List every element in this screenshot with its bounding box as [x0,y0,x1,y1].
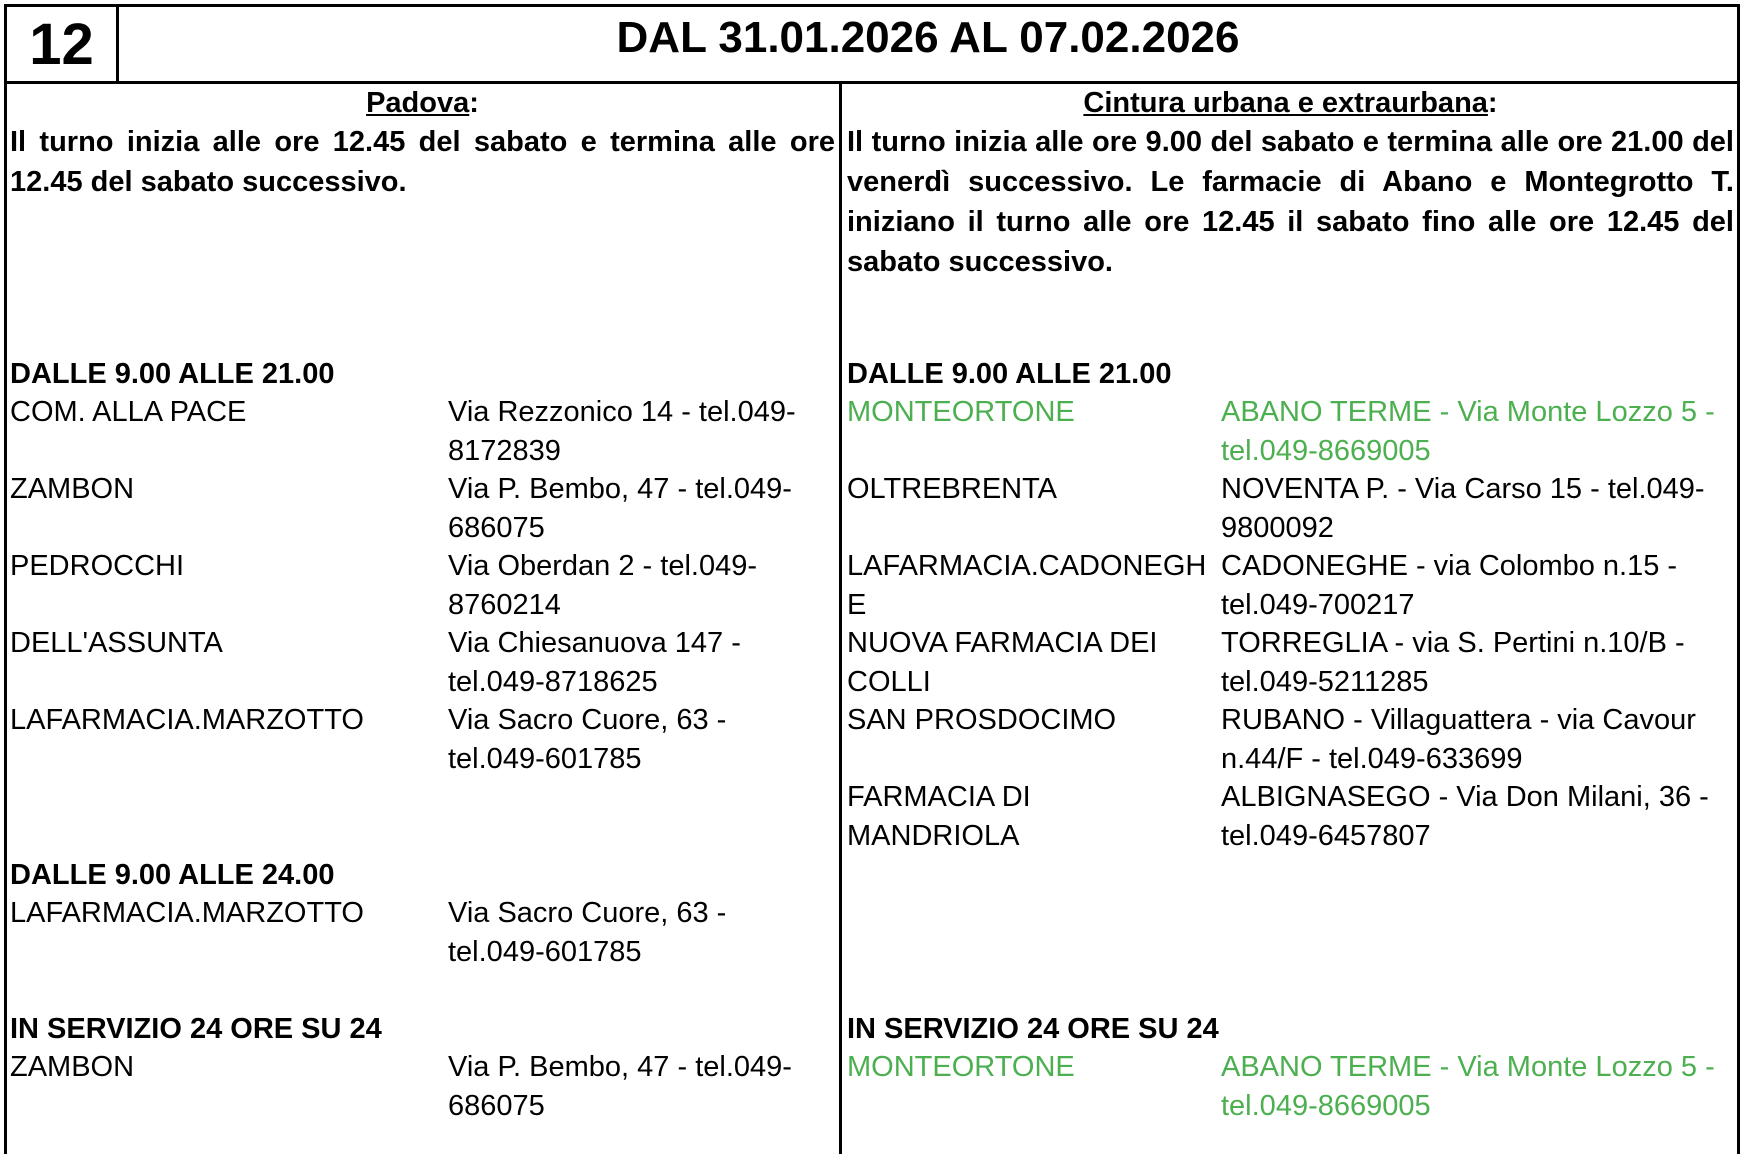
column-divider [839,81,842,1154]
pharmacy-address: Via Rezzonico 14 - tel.049-8172839 [448,396,796,467]
pharmacy-address: Via Chiesanuova 147 - tel.049-8718625 [448,627,741,698]
pharmacy-name: SAN PROSDOCIMO [847,704,1117,736]
pharmacy-name: ZAMBON [10,473,135,505]
pharmacy-address: RUBANO - Villaguattera - via Cavour n.44/F - tel.049-633699 [1221,704,1696,775]
pharmacy-name: NUOVA FARMACIA DEI COLLI [847,627,1158,698]
pharmacy-name: MONTEORTONE [847,396,1075,428]
pharmacy-address: Via Sacro Cuore, 63 - tel.049-601785 [448,704,727,775]
pharmacy-name: OLTREBRENTA [847,473,1058,505]
pharmacy-name: FARMACIA DI MANDRIOLA [847,781,1031,852]
cintura-heading-colon: : [1487,87,1498,119]
date-range-box [116,4,1740,84]
padova-column [10,84,835,1122]
padova-heading-colon: : [469,87,479,119]
cintura-section-title: DALLE 9.00 ALLE 21.00 [847,358,1172,390]
padova-intro: Il turno inizia alle ore 12.45 del sabato e termina alle ore 12.45 del sabato successivo. [10,126,835,198]
pharmacy-address: ABANO TERME - Via Monte Lozzo 5 - tel.049-8669005 [1221,396,1715,467]
pharmacy-address: ALBIGNASEGO - Via Don Milani, 36 - tel.049-6457807 [1221,781,1709,852]
pharmacy-name: LAFARMACIA.MARZOTTO [10,704,364,736]
pharmacy-name: PEDROCCHI [10,550,185,582]
cintura-heading [847,84,1734,122]
cintura-heading-label: Cintura urbana e extraurbana [1083,87,1488,119]
pharmacy-address: Via P. Bembo, 47 - tel.049-686075 [448,473,792,544]
padova-section-title: DALLE 9.00 ALLE 24.00 [10,859,335,891]
week-number: 12 [29,11,94,77]
pharmacy-address: CADONEGHE - via Colombo n.15 - tel.049-700217 [1221,550,1678,621]
pharmacy-address: ABANO TERME - Via Monte Lozzo 5 - tel.049-8669005 [1221,1051,1715,1122]
pharmacy-name: MONTEORTONE [847,1051,1075,1083]
pharmacy-address: TORREGLIA - via S. Pertini n.10/B - tel.049-5211285 [1221,627,1685,698]
padova-heading [10,84,835,122]
pharmacy-address: Via Oberdan 2 - tel.049-8760214 [448,550,757,621]
pharmacy-address: Via Sacro Cuore, 63 - tel.049-601785 [448,897,727,968]
pharmacy-name: COM. ALLA PACE [10,396,247,428]
pharmacy-name: LAFARMACIA.MARZOTTO [10,897,364,929]
pharmacy-name: LAFARMACIA.CADONEGHE [847,550,1207,621]
date-range-title: DAL 31.01.2026 AL 07.02.2026 [616,13,1240,62]
padova-heading-label: Padova [366,87,470,119]
cintura-section-title: IN SERVIZIO 24 ORE SU 24 [847,1013,1219,1045]
pharmacy-name: DELL'ASSUNTA [10,627,223,659]
week-number-box [4,4,119,84]
cintura-column [847,84,1734,1122]
cintura-intro: Il turno inizia alle ore 9.00 del sabato e termina alle ore 21.00 del venerdì successivo. Le farmacie di Abano e Montegrotto T. iniziano il turno alle ore 12.45 il sabato fino alle ore 12.45 del sabato successivo. [847,126,1734,278]
padova-section-title: DALLE 9.00 ALLE 21.00 [10,358,335,390]
pharmacy-name: ZAMBON [10,1051,135,1083]
padova-section-title: IN SERVIZIO 24 ORE SU 24 [10,1013,382,1045]
pharmacy-address: Via P. Bembo, 47 - tel.049-686075 [448,1051,792,1122]
pharmacy-address: NOVENTA P. - Via Carso 15 - tel.049-9800092 [1221,473,1705,544]
